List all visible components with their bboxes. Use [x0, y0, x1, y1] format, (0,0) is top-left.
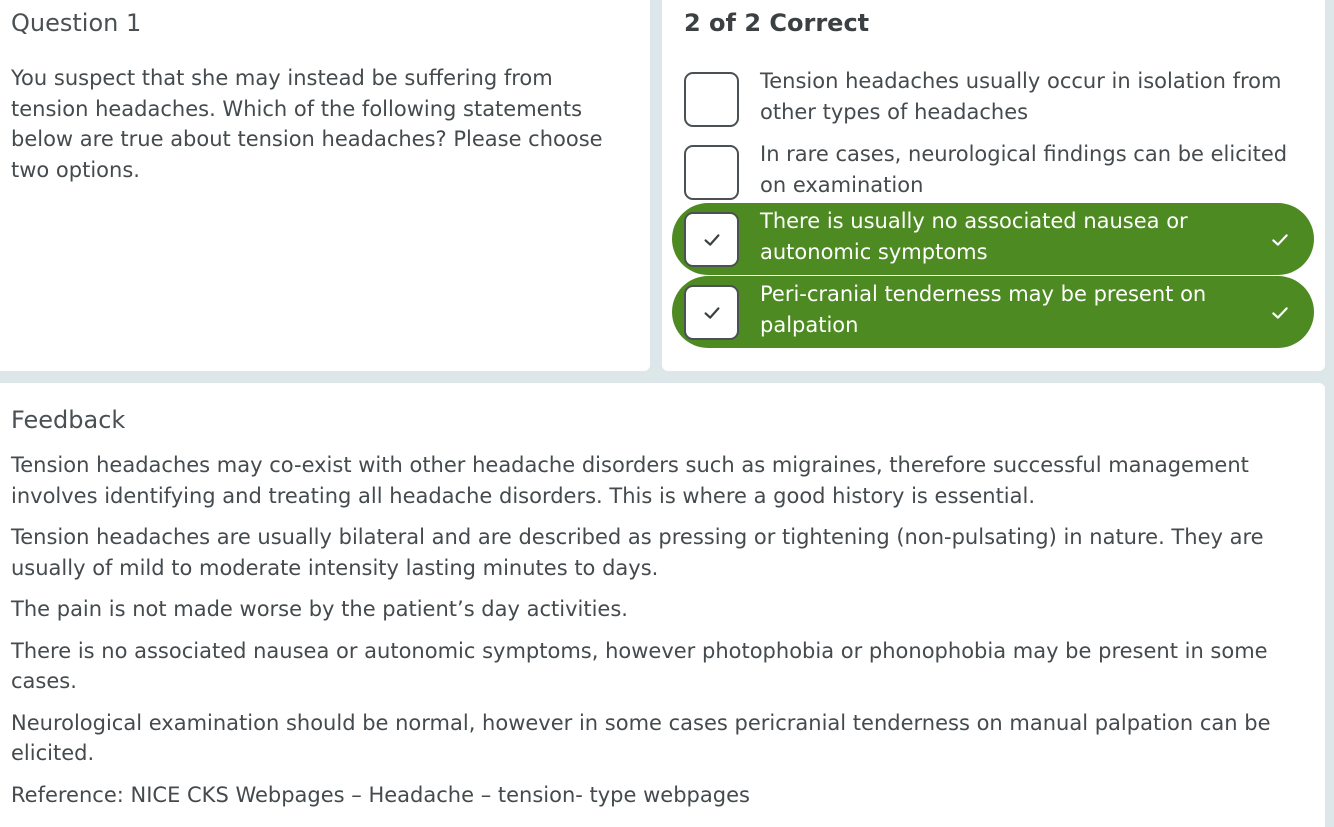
- correct-check-icon: [1270, 303, 1290, 323]
- feedback-paragraph: Neurological examination should be normal, however in some cases pericranial tenderness on manual palpation can be elicited.: [11, 710, 1271, 765]
- option-label: There is usually no associated nausea or autonomic symptoms: [760, 209, 1188, 264]
- option-checkbox-checked[interactable]: [684, 285, 739, 340]
- answers-panel: [662, 0, 1325, 371]
- feedback-reference: Reference: NICE CKS Webpages – Headache – tension- type webpages: [11, 782, 750, 807]
- option-label: In rare cases, neurological findings can be elicited on examination: [760, 142, 1288, 197]
- question-title: Question 1: [11, 9, 142, 37]
- feedback-title: Feedback: [11, 406, 126, 434]
- answer-option-3[interactable]: [672, 203, 1314, 275]
- option-label: Peri-cranial tenderness may be present on palpation: [760, 282, 1207, 337]
- feedback-panel: [0, 383, 1325, 827]
- feedback-body: [11, 450, 1301, 821]
- question-panel: [0, 0, 650, 371]
- option-checkbox[interactable]: [684, 145, 739, 200]
- option-checkbox[interactable]: [684, 72, 739, 127]
- answer-option-4[interactable]: [672, 276, 1314, 348]
- question-row: [0, 0, 1334, 371]
- score-summary: 2 of 2 Correct: [684, 9, 870, 37]
- answer-option-1[interactable]: [672, 63, 1314, 135]
- feedback-paragraph: Tension headaches are usually bilateral and are described as pressing or tightening (non-pulsating) in nature. They are usually of mild to moderate intensity lasting minutes to days.: [11, 525, 1264, 580]
- checkmark-icon: [701, 229, 723, 251]
- answer-option-2[interactable]: [672, 136, 1314, 208]
- option-checkbox-checked[interactable]: [684, 212, 739, 267]
- feedback-paragraph: Tension headaches may co-exist with other headache disorders such as migraines, therefore successful management involves identifying and treating all headache disorders. This is where a good history is essential.: [11, 453, 1249, 508]
- correct-check-icon: [1270, 230, 1290, 250]
- feedback-paragraph: There is no associated nausea or autonomic symptoms, however photophobia or phonophobia may be present in some cases.: [11, 638, 1268, 693]
- checkmark-icon: [701, 302, 723, 324]
- feedback-paragraph: The pain is not made worse by the patient’s day activities.: [11, 597, 628, 621]
- option-label: Tension headaches usually occur in isolation from other types of headaches: [760, 69, 1282, 124]
- question-text: You suspect that she may instead be suffering from tension headaches. Which of the following statements below are true about tension headaches? Please choose two options.: [11, 66, 603, 182]
